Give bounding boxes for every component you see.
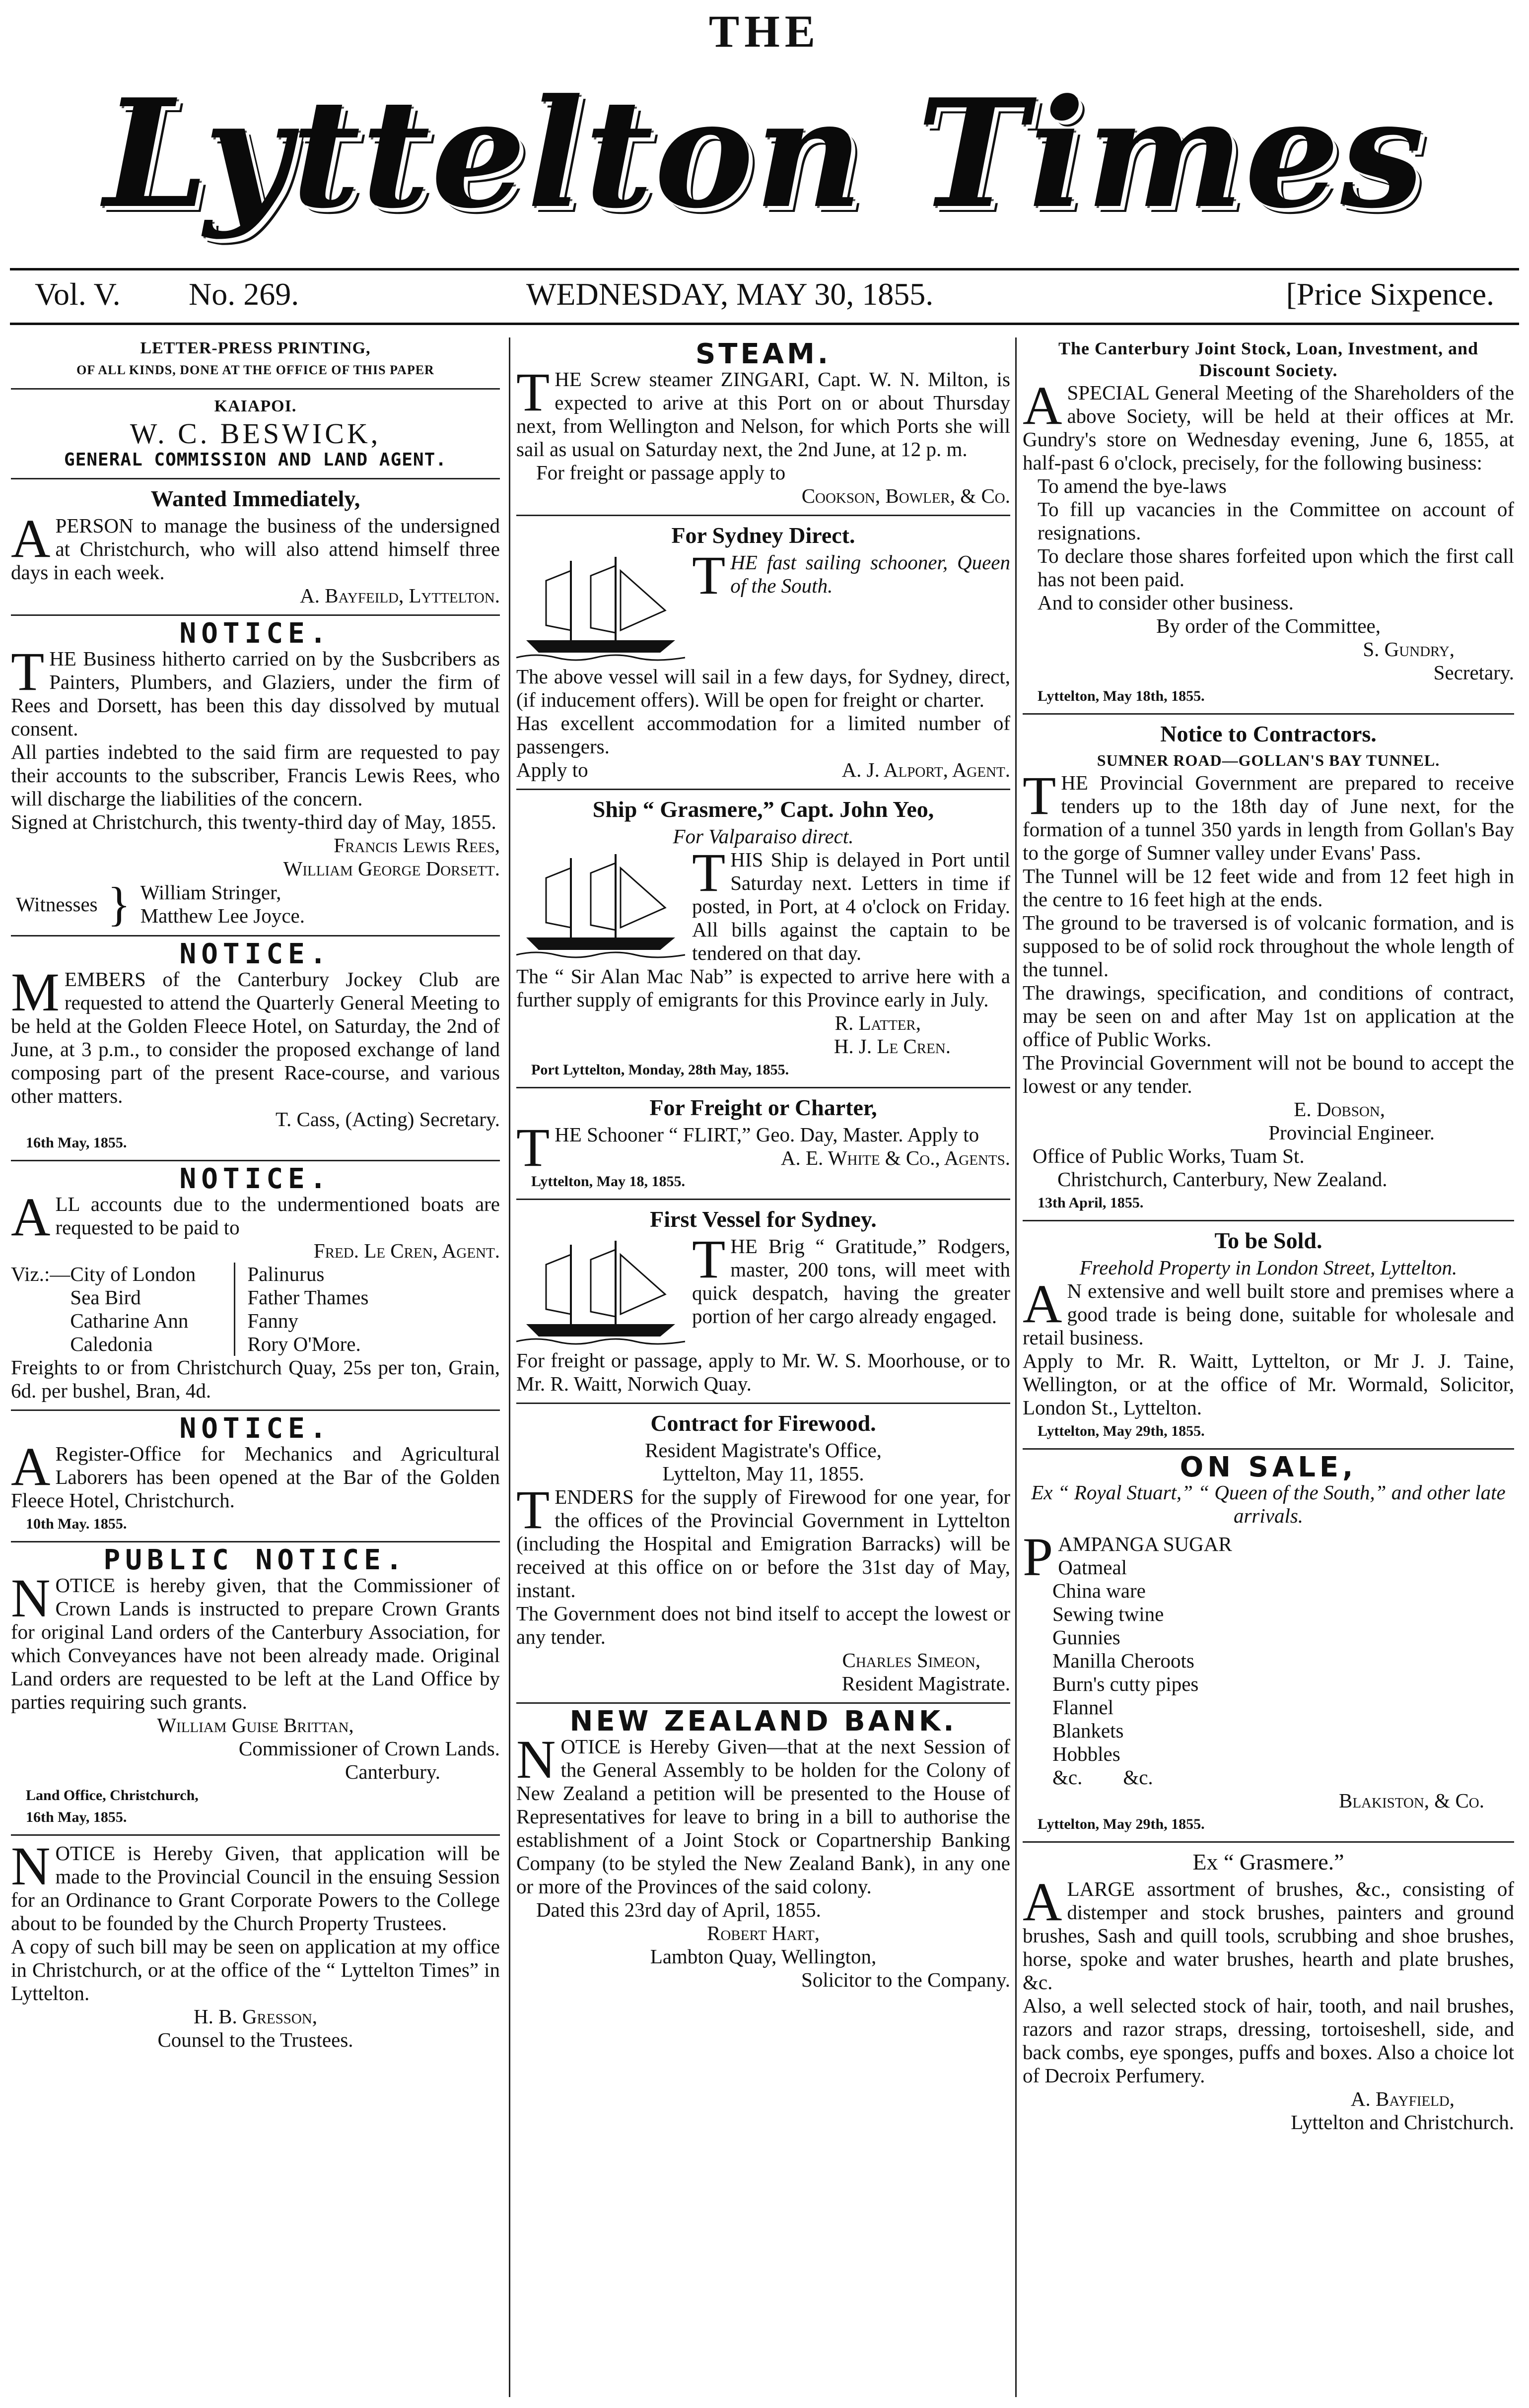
- bank-sig1: Robert Hart,: [706, 1922, 820, 1944]
- list-item: Sewing twine: [1052, 1603, 1164, 1625]
- ship-icon: [516, 1235, 685, 1349]
- witnesses: [16, 877, 500, 931]
- ship-icon: [516, 848, 685, 962]
- contractors-body4: The drawings, specification, and conditions of contract, may be seen on and after May 1st on application at the office of Public Works.: [1023, 981, 1514, 1051]
- society-item: To amend the bye-laws: [1038, 474, 1227, 497]
- sydney-heading: For Sydney Direct.: [671, 523, 855, 548]
- volume: Vol. V.: [35, 276, 121, 312]
- bank-heading: NEW ZEALAND BANK.: [569, 1705, 957, 1738]
- steam-sig: Cookson, Bowler, & Co.: [801, 484, 1010, 507]
- separator: [11, 614, 500, 616]
- public-notice-heading: PUBLIC NOTICE.: [103, 1544, 408, 1576]
- bank-body: [516, 1729, 1010, 1898]
- separator: [11, 1541, 500, 1542]
- public-sig1: William Guise Brittan,: [157, 1714, 354, 1737]
- drop-cap: P: [1023, 1527, 1053, 1587]
- drop-cap: A: [11, 1436, 51, 1497]
- column-3: [1023, 337, 1514, 2402]
- separator: [516, 1403, 1010, 1404]
- separator: [1023, 1448, 1514, 1450]
- sydney-ad: [516, 545, 1010, 665]
- dateline: [30, 273, 1499, 318]
- notice4-text: Register-Office for Mechanics and Agricultural Laborers has been opened at the Bar of the Golden Fleece Hotel, Christchurch.: [11, 1442, 500, 1512]
- separator: [11, 478, 500, 479]
- drop-cap: N: [11, 1568, 51, 1628]
- notice3-text: LL accounts due to the undermentioned boats are requested to be paid to: [55, 1193, 500, 1239]
- contractors-heading: Notice to Contractors.: [1160, 721, 1377, 746]
- drop-cap: T: [516, 362, 550, 422]
- list-item: Blankets: [1052, 1719, 1124, 1742]
- list-item: &c. &c.: [1052, 1766, 1153, 1789]
- notice2-date: 16th May, 1855.: [26, 1135, 127, 1151]
- church-sig2: Counsel to the Trustees.: [157, 2028, 353, 2051]
- notice1-body: [11, 641, 500, 740]
- flirt-date: Lyttelton, May 18, 1855.: [531, 1173, 685, 1190]
- notice2-sig: T. Cass, (Acting) Secretary.: [276, 1108, 500, 1131]
- first-heading: First Vessel for Sydney.: [650, 1206, 877, 1232]
- exgras-body2: Also, a well selected stock of hair, tooth, and nail brushes, razors and razor straps, dressing, tortoiseshell, side, and back combs, eye sponges, puffs and boxes. Also a choice lot of Decroix Perfumery.: [1023, 1994, 1514, 2087]
- public-date: 16th May, 1855.: [26, 1809, 127, 1825]
- church-text: OTICE is Hereby Given, that application will be made to the Provincial Council in the ensuing Session for an Ordinance to Grant Corporate Powers to the College about to be founded by the Church Property Trustees.: [11, 1842, 500, 1935]
- exgras-sig1: A. Bayfield,: [1350, 2087, 1455, 2110]
- separator: [1023, 1220, 1514, 1221]
- column-divider: [509, 337, 510, 2397]
- boat-list: [11, 1263, 500, 1356]
- wanted-body: [11, 508, 500, 584]
- firewood-text: ENDERS for the supply of Firewood for one year, for the offices of the Provincial Government in Lyttelton (including the Hospital and Emigration Barracks) will be received at this office on or before the 31st day of May, instant.: [516, 1485, 1010, 1602]
- boat-list-right: [235, 1263, 368, 1356]
- society-body: [1023, 375, 1514, 474]
- sydney-apply-row: [516, 758, 1010, 782]
- drop-cap: M: [11, 962, 60, 1022]
- society-text: SPECIAL General Meeting of the Shareholders of the above Society, will be held at their offices at Mr. Gundry's store on Wednesday evening, June 6, 1855, at half-past 6 o'clock, precisely, for the following business:: [1023, 381, 1514, 474]
- onsale-sub: Ex “ Royal Stuart,” “ Queen of the South,” and other late arrivals.: [1031, 1481, 1506, 1527]
- notice-heading: NOTICE.: [179, 617, 332, 650]
- contractors-sig1: E. Dobson,: [1294, 1098, 1385, 1121]
- church-body: [11, 1836, 500, 1935]
- sold-body2: Apply to Mr. R. Waitt, Lyttelton, or Mr J. J. Taine, Wellington, or at the office of Mr. Wormald, Solicitor, London St., Lyttelton.: [1023, 1349, 1514, 1419]
- firewood-body2: The Government does not bind itself to accept the lowest or any tender.: [516, 1602, 1010, 1648]
- steam-text: HE Screw steamer ZINGARI, Capt. W. N. Milton, is expected to arive at this Port on or about Thursday next, from Wellington and Nelson, for which Ports she will sail as usual on Saturday next, the 2nd June, at 12 p. m.: [516, 368, 1010, 461]
- onsale-list: [1052, 1556, 1514, 1789]
- grasmere-ad: [516, 842, 1010, 965]
- drop-cap: A: [1023, 1273, 1062, 1334]
- society-sig2: Secretary.: [1433, 661, 1514, 684]
- drop-cap: T: [692, 545, 726, 605]
- list-item: China ware: [1052, 1579, 1146, 1602]
- separator: [516, 1199, 1010, 1200]
- contractors-office: Office of Public Works, Tuam St.: [1033, 1144, 1305, 1167]
- separator: [1023, 713, 1514, 715]
- newspaper-title: Lyttelton Times: [103, 66, 1426, 241]
- boat-name: Father Thames: [247, 1286, 369, 1309]
- grasmere-body2: The “ Sir Alan Mac Nab” is expected to arrive here with a further supply of emigrants for this Province early in July.: [516, 965, 1010, 1011]
- exgras-heading: Ex “ Grasmere.”: [1192, 1849, 1344, 1874]
- first-body2: For freight or passage, apply to Mr. W. S. Moorhouse, or to Mr. R. Waitt, Norwich Quay.: [516, 1349, 1010, 1395]
- notice-heading: NOTICE.: [179, 1412, 332, 1445]
- onsale-sig: Blakiston, & Co.: [1339, 1789, 1484, 1812]
- first-text: HE Brig “ Gratitude,” Rodgers, master, 200 tons, will meet with quick despatch, having the greater portion of her cargo already engaged.: [692, 1235, 1010, 1328]
- society-date: Lyttelton, May 18th, 1855.: [1038, 688, 1205, 704]
- ship-icon: [516, 551, 685, 665]
- notice1-sig2: William George Dorsett.: [283, 857, 500, 880]
- issue-number: No. 269.: [189, 276, 299, 312]
- boat-name: City of London: [70, 1263, 196, 1285]
- society-item: And to consider other business.: [1038, 591, 1294, 614]
- onsale-first-text: AMPANGA SUGAR: [1058, 1533, 1232, 1555]
- sydney-apply: Apply to: [516, 758, 588, 781]
- brace-icon: }: [107, 877, 131, 931]
- exgras-body: [1023, 1872, 1514, 1994]
- sydney-agent: A. J. Alport, Agent.: [841, 758, 1010, 781]
- notice1-sig1: Francis Lewis Rees,: [334, 834, 500, 857]
- drop-cap: A: [11, 1187, 51, 1247]
- sydney-text: HE fast sailing schooner, Queen of the South.: [730, 551, 1010, 597]
- list-item: Manilla Cheroots: [1052, 1649, 1194, 1672]
- grasmere-body: [692, 842, 1010, 965]
- onsale-heading: ON SALE,: [1180, 1451, 1357, 1483]
- notice3-freights: Freights to or from Christchurch Quay, 25s per ton, Grain, 6d. per bushel, Bran, 4d.: [11, 1356, 500, 1402]
- bank-sig3: Solicitor to the Company.: [801, 1968, 1010, 1991]
- notice4-date: 10th May. 1855.: [26, 1516, 127, 1532]
- flirt-heading: For Freight or Charter,: [649, 1095, 877, 1120]
- drop-cap: A: [11, 508, 51, 569]
- notice1-body2: All parties indebted to the said firm are requested to pay their accounts to the subscriber, Francis Lewis Rees, who will discharge the liabilities of the concern.: [11, 740, 500, 810]
- grasmere-text: HIS Ship is delayed in Port until Saturday next. Letters in time if posted, in Port, at 4 o'clock on Friday. All bills against the captain to be tendered on that day.: [692, 848, 1010, 964]
- drop-cap: T: [11, 641, 45, 702]
- separator: [11, 1409, 500, 1411]
- masthead: [0, 0, 1529, 272]
- contractors-sub: SUMNER ROAD—GOLLAN'S BAY TUNNEL.: [1097, 751, 1440, 769]
- notice2-text: EMBERS of the Canterbury Jockey Club are requested to attend the Quarterly General Meeting to be held at the Golden Fleece Hotel, on Saturday, the 2nd of June, at 3 p.m., to consider the proposed exchange of land composing part of the present Race-course, and various other matters.: [11, 968, 500, 1107]
- price: [Price Sixpence.: [1286, 276, 1494, 312]
- sydney-body2: The above vessel will sail in a few days, for Sydney, direct, (if inducement offers). Will be open for freight or charter.: [516, 665, 1010, 711]
- contractors-text: HE Provincial Government are prepared to receive tenders up to the 18th day of June next, for the formation of a tunnel 350 yards in length from Gollan's Bay to the gorge of Sumner valley under Evans' Pass.: [1023, 771, 1514, 864]
- separator: [516, 515, 1010, 516]
- contractors-sig2: Provincial Engineer.: [1268, 1121, 1435, 1144]
- public-text: OTICE is hereby given, that the Commissioner of Crown Lands is instructed to prepare Crown Grants for original Land orders of the Canterbury Association, for which Conveyances have not been already made. Original Land orders are requested to be left at the Land Office by parties requiring such grants.: [11, 1574, 500, 1713]
- notice-heading: NOTICE.: [179, 938, 332, 970]
- notice3-body: [11, 1187, 500, 1247]
- notice1-text: HE Business hitherto carried on by the Susbcribers as Painters, Plumbers, and Glaziers, under the firm of Rees and Dorsett, has been this day dissolved by mutual consent.: [11, 647, 500, 740]
- society-heading: The Canterbury Joint Stock, Loan, Investment, and Discount Society.: [1058, 338, 1479, 380]
- column-2: [516, 337, 1010, 2402]
- society-item: To declare those shares forfeited upon which the first call has not been paid.: [1038, 544, 1514, 591]
- contractors-body: [1023, 765, 1514, 865]
- notice4-body: [11, 1436, 500, 1512]
- contractors-office2: Christchurch, Canterbury, New Zealand.: [1057, 1168, 1388, 1191]
- first-ad: [516, 1229, 1010, 1349]
- drop-cap: T: [692, 1229, 726, 1289]
- church-body2: A copy of such bill may be seen on application at my office in Christchurch, or at the office of the “ Lyttelton Times” in Lyttelton.: [11, 1935, 500, 2005]
- sold-sub: Freehold Property in London Street, Lyttelton.: [1079, 1256, 1458, 1279]
- grasmere-sig2: H. J. Le Cren.: [834, 1035, 951, 1058]
- beswick-place: KAIAPOI.: [214, 397, 297, 415]
- list-item: Hobbles: [1052, 1742, 1120, 1765]
- public-place: Land Office, Christchurch,: [26, 1787, 199, 1804]
- public-body: [11, 1568, 500, 1714]
- drop-cap: N: [11, 1836, 51, 1896]
- wanted-text: PERSON to manage the business of the undersigned at Christchurch, who will also attend himself three days in each week.: [11, 514, 500, 584]
- society-order: By order of the Committee,: [1156, 614, 1381, 637]
- contractors-body2: The Tunnel will be 12 feet wide and from 12 feet high in the centre to 16 feet high at the ends.: [1023, 865, 1514, 911]
- wanted-signature: A. Bayfeild, Lyttelton.: [300, 584, 500, 607]
- sydney-body: [692, 545, 1010, 665]
- sold-body: [1023, 1273, 1514, 1349]
- list-item: Flannel: [1052, 1696, 1113, 1719]
- sydney-body3: Has excellent accommodation for a limited number of passengers.: [516, 712, 1010, 758]
- boat-name: Palinurus: [247, 1263, 325, 1285]
- list-item: Gunnies: [1052, 1626, 1120, 1649]
- separator: [11, 388, 500, 390]
- steam-heading: STEAM.: [695, 338, 832, 370]
- drop-cap: T: [516, 1479, 550, 1540]
- column-divider: [1015, 337, 1017, 2397]
- bank-text: OTICE is Hereby Given—that at the next Session of the General Assembly to be holden for the Colony of New Zealand a petition will be presented to the House of Representatives for leave to bring in a bill to authorise the establishment of a Joint Stock or Copartnership Banking Company (to be styled the New Zealand Bank), in any one or more of the Provinces of the said colony.: [516, 1735, 1010, 1898]
- firewood-office: Resident Magistrate's Office,: [645, 1439, 882, 1462]
- firewood-date: Lyttelton, May 11, 1855.: [662, 1462, 864, 1485]
- onsale-date: Lyttelton, May 29th, 1855.: [1038, 1816, 1205, 1832]
- contractors-body5: The Provincial Government will not be bound to accept the lowest or any tender.: [1023, 1051, 1514, 1097]
- church-sig1: H. B. Gresson,: [193, 2005, 317, 2028]
- list-item: Burn's cutty pipes: [1052, 1672, 1199, 1695]
- boat-name: Sea Bird: [70, 1286, 141, 1309]
- separator: [516, 789, 1010, 790]
- sold-text: N extensive and well built store and premises where a good trade is being done, suitable for wholesale and retail business.: [1023, 1279, 1514, 1349]
- public-sig2: Commissioner of Crown Lands.: [238, 1737, 500, 1760]
- printing-heading: LETTER-PRESS PRINTING,: [140, 339, 371, 357]
- separator: [11, 935, 500, 936]
- steam-apply: For freight or passage apply to: [536, 461, 786, 484]
- separator: [516, 1702, 1010, 1704]
- beswick-role: GENERAL COMMISSION AND LAND AGENT.: [64, 450, 447, 470]
- boat-name: Rory O'More.: [247, 1333, 361, 1355]
- flirt-sig: A. E. White & Co., Agents.: [780, 1146, 1010, 1169]
- firewood-sig2: Resident Magistrate.: [841, 1672, 1010, 1695]
- beswick-name: W. C. BESWICK,: [130, 417, 381, 450]
- first-body: [692, 1229, 1010, 1349]
- firewood-heading: Contract for Firewood.: [650, 1410, 876, 1436]
- drop-cap: T: [1023, 765, 1056, 826]
- witness-2: Matthew Lee Joyce.: [140, 904, 305, 927]
- boat-name: Catharine Ann: [70, 1309, 189, 1332]
- notice1-body3: Signed at Christchurch, this twenty-third day of May, 1855.: [11, 810, 496, 833]
- firewood-body: [516, 1479, 1010, 1602]
- exgras-sig2: Lyttelton and Christchurch.: [1291, 2111, 1514, 2134]
- dateline-rule: [10, 323, 1519, 325]
- witness-1: William Stringer,: [140, 881, 281, 904]
- separator: [1023, 1841, 1514, 1843]
- bank-sig2: Lambton Quay, Wellington,: [650, 1945, 877, 1968]
- sold-date: Lyttelton, May 29th, 1855.: [1038, 1423, 1205, 1439]
- drop-cap: A: [1023, 1872, 1062, 1932]
- grasmere-sub: For Valparaiso direct.: [673, 825, 854, 848]
- wanted-heading: Wanted Immediately,: [150, 486, 360, 511]
- witnesses-label: Witnesses: [16, 892, 98, 916]
- sold-heading: To be Sold.: [1214, 1228, 1322, 1253]
- society-item: To fill up vacancies in the Committee on account of resignations.: [1038, 498, 1514, 544]
- drop-cap: T: [516, 1117, 550, 1178]
- contractors-date: 13th April, 1855.: [1038, 1195, 1144, 1211]
- separator: [11, 1160, 500, 1161]
- list-item: Oatmeal: [1058, 1556, 1127, 1579]
- boat-list-left: [70, 1263, 235, 1356]
- grasmere-heading: Ship “ Grasmere,” Capt. John Yeo,: [592, 797, 934, 822]
- contractors-body3: The ground to be traversed is of volcanic formation, and is supposed to be of solid rock throughout the whole length of the tunnel.: [1023, 911, 1514, 981]
- notice-heading: NOTICE.: [179, 1163, 332, 1195]
- boat-name: Caledonia: [70, 1333, 153, 1355]
- issue-date: WEDNESDAY, MAY 30, 1855.: [526, 276, 934, 312]
- viz-label: Viz.:—: [11, 1263, 70, 1285]
- flirt-text: HE Schooner “ FLIRT,” Geo. Day, Master. Apply to: [555, 1123, 979, 1146]
- steam-body: [516, 362, 1010, 461]
- column-1: [11, 337, 500, 2402]
- notice3-agent: Fred. Le Cren, Agent.: [313, 1239, 500, 1262]
- drop-cap: N: [516, 1729, 556, 1790]
- grasmere-date: Port Lyttelton, Monday, 28th May, 1855.: [531, 1062, 789, 1078]
- boat-name: Fanny: [247, 1309, 298, 1332]
- drop-cap: T: [692, 842, 726, 903]
- drop-cap: A: [1023, 375, 1062, 436]
- separator: [11, 1834, 500, 1836]
- masthead-rule: [10, 268, 1519, 270]
- bank-dated: Dated this 23rd day of April, 1855.: [536, 1898, 821, 1921]
- separator: [516, 1087, 1010, 1088]
- society-sig1: S. Gundry,: [1363, 638, 1455, 661]
- grasmere-sig1: R. Latter,: [834, 1011, 921, 1034]
- notice2-body: [11, 962, 500, 1108]
- public-sig3: Canterbury.: [345, 1760, 440, 1783]
- firewood-sig1: Charles Simeon,: [842, 1649, 980, 1672]
- exgras-text: LARGE assortment of brushes, &c., consisting of distemper and stock brushes, painters and ground brushes, Sash and quill tools, scrubbing and shoe brushes, horse, spoke and water brushes, hearth and plate brushes, &c.: [1023, 1877, 1514, 1994]
- printing-sub: OF ALL KINDS, DONE AT THE OFFICE OF THIS PAPER: [76, 363, 434, 377]
- masthead-the: THE: [708, 6, 821, 57]
